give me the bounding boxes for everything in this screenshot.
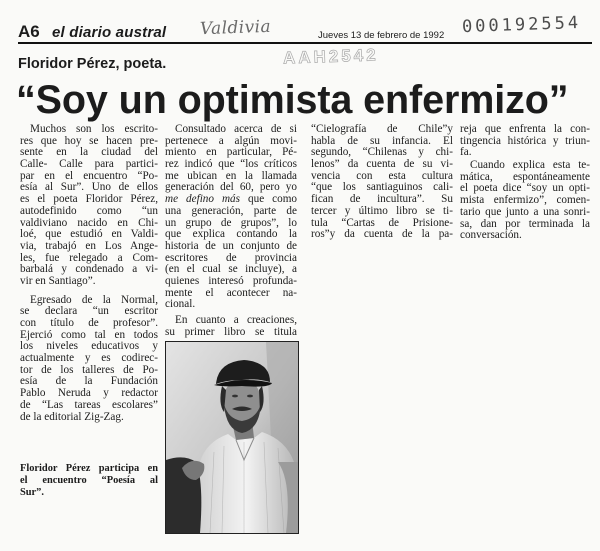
column-3-paragraph-1 [311, 124, 453, 241]
text-span: me defino más [165, 193, 241, 206]
text-line: valdiviano nacido en Chi- [20, 216, 158, 229]
text-line: historia de un conjunto de [165, 239, 297, 252]
article-kicker: Floridor Pérez, poeta. [18, 56, 167, 72]
portrait-photo-image [166, 342, 298, 533]
text-line: quienes interesó profunda- [165, 274, 297, 287]
text-line: res que hoy se hacen pre- [20, 134, 158, 147]
text-line: fa. [460, 146, 472, 159]
handwritten-archive-number: 000192554 [461, 12, 582, 38]
text-line: cional. [165, 298, 196, 311]
column-4-paragraph-2 [460, 160, 590, 242]
text-line: via, trabajó en Los Ange- [20, 239, 158, 252]
column-1-paragraph-1 [20, 124, 158, 288]
text-line: esía al Sur”. Uno de ellos [20, 181, 158, 194]
publication-date: Jueves 13 de febrero de 1992 [318, 30, 445, 41]
text-line: los niveles educativos y [20, 340, 158, 353]
column-2-paragraph-2 [165, 315, 297, 338]
article-column-4 [460, 124, 590, 242]
text-line: de la editorial Zig-Zag. [20, 410, 124, 423]
text-line: rez indicó que “los críticos [165, 158, 297, 171]
text-line: generación del 60, pero yo [165, 181, 297, 194]
caption-line: el encuentro “Poesía al [20, 475, 158, 486]
text-line: esía de la Fundación [20, 375, 158, 388]
text-line: una generación, parte de [165, 204, 297, 217]
text-line: Pablo Neruda y redactor [20, 387, 158, 400]
text-line: ros”y da cuenta de la pa- [311, 228, 453, 241]
column-1-paragraph-2 [20, 295, 158, 424]
text-line: es el poeta Floridor Pérez, [20, 193, 158, 206]
text-span: que como [240, 193, 297, 206]
text-line: tor de los talleres de Po- [20, 363, 158, 376]
text-line: habla de su infancia. El [311, 134, 453, 147]
archive-stamp: AAH2542 [282, 45, 379, 68]
article-column-3 [311, 124, 453, 241]
handwritten-city-note: Valdivia [199, 16, 272, 40]
text-line: actualmente y es codirec- [20, 352, 158, 365]
text-line: par en el encuentro “Po- [20, 169, 158, 182]
text-line: lenos” da cuenta de su vi- [311, 158, 453, 171]
text-line: pertenece a algún movi- [165, 134, 297, 147]
text-line: tingencia histórica y triun- [460, 134, 590, 147]
photo-eye-right [247, 395, 253, 398]
text-line: Consultado acerca de si [175, 123, 297, 135]
text-line: mista enfermizo”, comen- [460, 194, 590, 207]
newspaper-name: el diario austral [52, 24, 167, 41]
text-line: fican de incultura”. Su [311, 193, 453, 206]
text-line: con título de profesor”. [20, 317, 158, 329]
text-line: escritores de provincia [165, 251, 297, 264]
caption-line: Sur”. [20, 487, 44, 498]
caption-line: Floridor Pérez participa en [20, 463, 158, 474]
column-2-paragraph-1 [165, 124, 297, 311]
text-line: barbalá y condenado a vi- [20, 263, 158, 276]
text-line: les, fue relegado a Com- [20, 251, 158, 264]
headline: “Soy un optimista enfermizo” [16, 78, 569, 122]
text-line: vir en Santiago”. [20, 274, 96, 287]
photo-shirt [194, 432, 298, 533]
text-line: (en el cual se incluye), a [165, 263, 297, 276]
text-line: conversación. [460, 229, 522, 242]
article-column-1 [20, 124, 158, 423]
text-line: En cuanto a creaciones, [175, 314, 297, 326]
text-line: Muchos son los escrito- [30, 123, 158, 135]
text-line: autodefinido como “un [20, 204, 158, 217]
column-4-paragraph-1 [460, 124, 590, 159]
text-line: segundo, “Chilenas y chi- [311, 146, 453, 159]
text-line: sente en la ciudad del [20, 146, 158, 159]
text-line: loé, que estudió en Valdi- [20, 228, 158, 241]
text-line: Cuando explica esta te- [470, 159, 590, 172]
article-column-2 [165, 124, 297, 338]
text-line: vencia con esta cultura [311, 169, 453, 182]
text-line: de “Las tareas escolares” [20, 398, 158, 411]
header-rule [18, 42, 592, 44]
text-line: “que los santiaguinos cali- [311, 181, 453, 194]
text-line: reja que enfrenta la con- [460, 123, 590, 135]
text-line: tercer y último libro se ti- [311, 204, 453, 217]
portrait-photo [165, 341, 299, 534]
text-line: Egresado de la Normal, [30, 293, 158, 306]
text-line: mente el acontecer na- [165, 286, 297, 299]
text-line: el poeta dice “soy un opti- [460, 182, 590, 195]
text-line: tario que junto a una sonri- [460, 205, 590, 218]
text-line: un grupo de grupos”, lo [165, 216, 297, 229]
text-line: sa, dan por terminada la [460, 217, 590, 230]
text-line: mática, espontáneamente [460, 170, 590, 183]
page-number: A6 [18, 22, 40, 41]
photo-eye-left [232, 395, 238, 398]
text-line: Ejerció como tal en todos [20, 328, 158, 341]
text-line: se declara “un escritor [20, 305, 158, 318]
text-line: que explica contando la [165, 228, 297, 241]
text-line: “Cielografía de Chile”y [311, 123, 453, 135]
text-line: su primer libro se titula [165, 325, 297, 338]
photo-caption [20, 463, 158, 499]
text-line: tula “Cartas de Prisione- [311, 216, 453, 229]
text-line: me ubican en la llamada [165, 169, 297, 182]
text-line: miento en particular, Pé- [165, 146, 297, 159]
text-line: Calle- Calle para partici- [20, 158, 158, 171]
